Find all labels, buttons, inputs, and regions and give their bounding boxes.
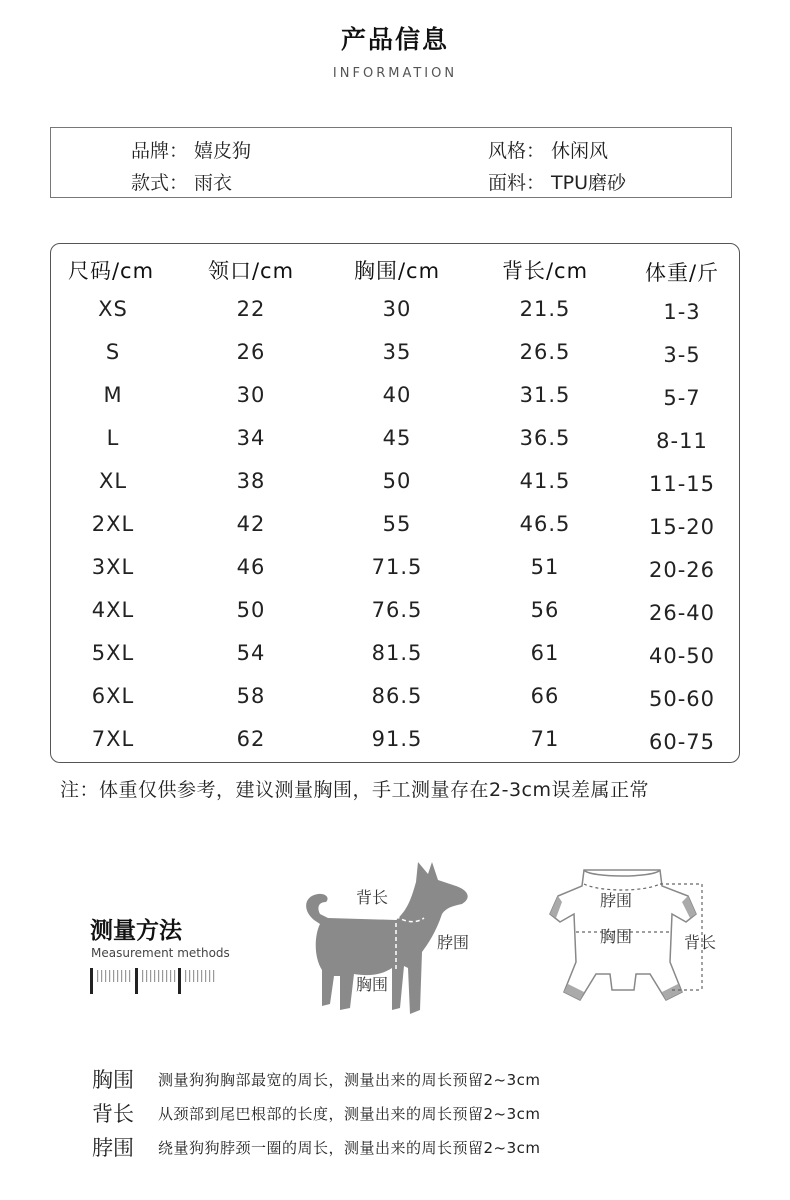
table-cell: 61 — [530, 641, 560, 665]
table-cell: 15-20 — [648, 515, 716, 539]
info-brand — [131, 136, 251, 163]
table-cell: 31.5 — [519, 383, 571, 407]
definition-text: 测量狗狗胸部最宽的周长，测量出来的周长预留2~3cm — [158, 1070, 541, 1089]
table-cell: 81.5 — [371, 641, 423, 665]
info-style-value: 休闲风 — [551, 140, 609, 162]
measure-title: 测量方法 — [90, 918, 182, 944]
table-cell: 50 — [236, 598, 266, 622]
table-cell: 3-5 — [663, 343, 701, 367]
table-cell: 26 — [236, 340, 266, 364]
table-cell: 5XL — [91, 641, 135, 665]
table-cell: 71.5 — [371, 555, 423, 579]
garment-label-back: 背长 — [684, 933, 717, 952]
table-cell: 51 — [530, 555, 560, 579]
table-cell: 1-3 — [663, 300, 701, 324]
table-cell: 56 — [530, 598, 560, 622]
table-cell: 26-40 — [648, 601, 716, 625]
page-title: 产品信息 — [340, 25, 449, 54]
table-cell: 46.5 — [519, 512, 571, 536]
definition-row — [92, 1132, 541, 1162]
definition-term: 背长 — [92, 1102, 134, 1126]
measure-subtitle: Measurement methods — [91, 946, 230, 960]
table-cell: 5-7 — [663, 386, 701, 410]
table-cell: 8-11 — [656, 429, 708, 453]
table-header: 体重/斤 — [644, 261, 720, 285]
table-cell: 30 — [382, 297, 412, 321]
table-header: 尺码/cm — [67, 259, 155, 283]
table-cell: 62 — [236, 727, 266, 751]
definition-text: 从颈部到尾巴根部的长度，测量出来的周长预留2~3cm — [158, 1104, 541, 1123]
table-cell: 7XL — [91, 727, 135, 751]
definition-row — [92, 1098, 541, 1128]
info-style-label: 风格： — [488, 140, 546, 162]
table-cell: M — [103, 383, 123, 407]
table-cell: 22 — [236, 297, 266, 321]
table-cell: 4XL — [91, 598, 135, 622]
table-cell: XS — [98, 297, 128, 321]
dog-label-chest: 胸围 — [356, 975, 389, 994]
table-cell: 41.5 — [519, 469, 571, 493]
table-cell: 50 — [382, 469, 412, 493]
table-cell: S — [105, 340, 121, 364]
info-type-label: 款式： — [131, 172, 189, 194]
table-cell: 3XL — [91, 555, 135, 579]
definition-row — [92, 1064, 541, 1094]
info-type-value: 雨衣 — [194, 172, 233, 194]
definition-text: 绕量狗狗脖颈一圈的周长，测量出来的周长预留2~3cm — [158, 1138, 541, 1157]
table-cell: 60-75 — [648, 730, 716, 754]
table-cell: 20-26 — [648, 558, 716, 582]
table-cell: 2XL — [91, 512, 135, 536]
table-cell: 34 — [236, 426, 266, 450]
size-table — [50, 243, 740, 763]
table-cell: 11-15 — [648, 472, 716, 496]
garment-label-neck: 脖围 — [600, 891, 633, 910]
product-info-box — [50, 127, 732, 198]
info-fabric-label: 面料： — [488, 172, 546, 194]
table-cell: 26.5 — [519, 340, 571, 364]
table-cell: 6XL — [91, 684, 135, 708]
table-cell: 35 — [382, 340, 412, 364]
table-cell: 42 — [236, 512, 266, 536]
table-cell: 40-50 — [648, 644, 716, 668]
ruler-icon — [90, 966, 220, 996]
table-cell: 58 — [236, 684, 266, 708]
table-cell: L — [106, 426, 120, 450]
table-cell: 54 — [236, 641, 266, 665]
table-cell: 71 — [530, 727, 560, 751]
page-subtitle: INFORMATION — [332, 66, 458, 81]
table-cell: 66 — [530, 684, 560, 708]
size-note: 注：体重仅供参考，建议测量胸围，手工测量存在2-3cm误差属正常 — [60, 779, 649, 801]
definition-term: 胸围 — [92, 1068, 134, 1092]
info-type — [131, 168, 232, 195]
definition-term: 脖围 — [92, 1136, 134, 1160]
table-cell: 76.5 — [371, 598, 423, 622]
table-cell: 50-60 — [648, 687, 716, 711]
table-cell: 45 — [382, 426, 412, 450]
table-cell: 86.5 — [371, 684, 423, 708]
info-brand-value: 嬉皮狗 — [194, 140, 252, 162]
garment-label-chest: 胸围 — [600, 927, 633, 946]
table-cell: XL — [98, 469, 128, 493]
table-header: 胸围/cm — [353, 259, 441, 283]
table-cell: 38 — [236, 469, 266, 493]
dog-label-back: 背长 — [356, 888, 389, 907]
info-style — [488, 136, 608, 163]
table-cell: 30 — [236, 383, 266, 407]
dog-label-neck: 脖围 — [437, 933, 470, 952]
table-header: 领口/cm — [207, 259, 295, 283]
table-cell: 40 — [382, 383, 412, 407]
table-header: 背长/cm — [501, 259, 589, 283]
table-cell: 21.5 — [519, 297, 571, 321]
table-cell: 46 — [236, 555, 266, 579]
info-brand-label: 品牌： — [131, 140, 189, 162]
table-cell: 91.5 — [371, 727, 423, 751]
info-fabric-value: TPU磨砂 — [551, 172, 626, 194]
table-cell: 36.5 — [519, 426, 571, 450]
table-cell: 55 — [382, 512, 412, 536]
info-fabric — [488, 168, 626, 195]
